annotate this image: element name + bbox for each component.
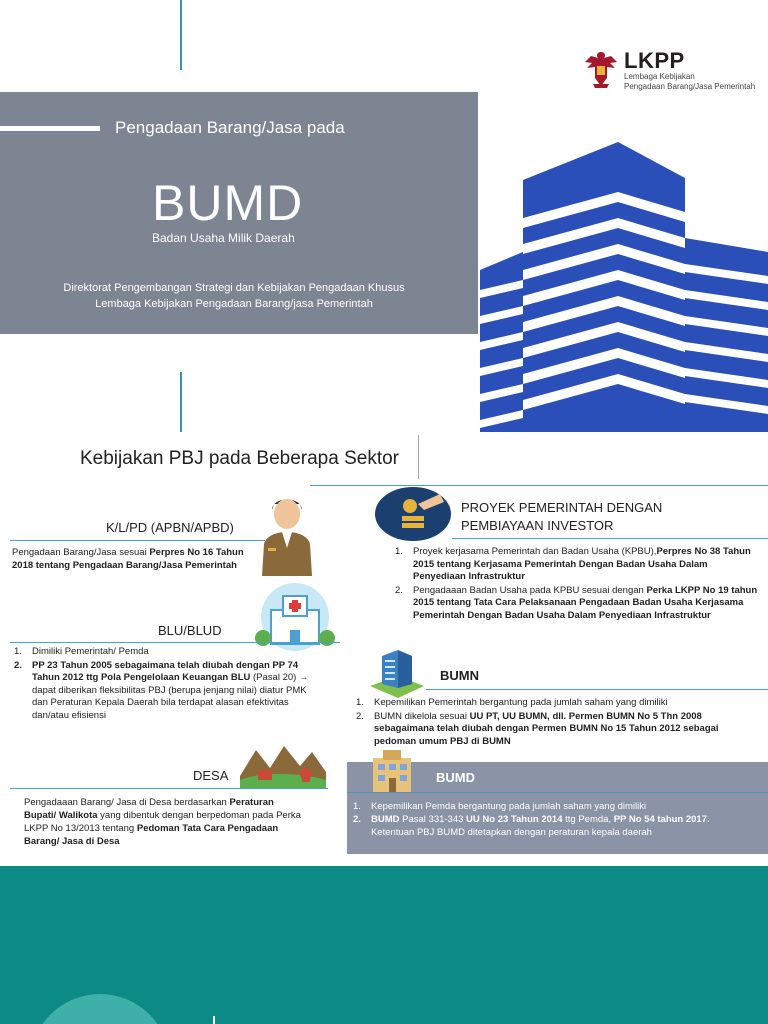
bumn-list xyxy=(356,697,761,749)
list-item xyxy=(353,800,763,813)
kpbu-heading: PROYEK PEMERINTAH DENGAN xyxy=(461,500,663,515)
list-text: BUMN dikelola sesuai xyxy=(374,710,470,722)
policy-title: Kebijakan PBJ pada Beberapa Sektor xyxy=(80,448,399,469)
office-building-icon xyxy=(369,750,415,792)
list-text-bold: PP No 54 tahun 2017. xyxy=(613,814,710,825)
section-rule xyxy=(347,792,768,793)
bumd-heading: BUMD xyxy=(436,770,475,785)
list-text-bold: PP 23 Tahun 2005 sebagaimana telah diubah dengan PP 74 Tahun 2012 ttg Pola Pengelolaan Keuangan BLU xyxy=(32,659,299,684)
list-number: 1. xyxy=(395,546,403,557)
logo-subtitle: Lembaga Kebijakan xyxy=(624,72,695,81)
list-item xyxy=(353,813,763,839)
divider-line xyxy=(180,0,182,70)
kpbu-list xyxy=(395,546,760,624)
list-number: 2. xyxy=(395,584,403,596)
blu-heading: BLU/BLUD xyxy=(158,623,222,638)
cover-slide xyxy=(0,0,768,432)
logo-subtitle: Pengadaan Barang/Jasa Pemerintah xyxy=(624,82,756,91)
list-text-bold: Perka LKPP No 19 tahun 2015 tentang Tata Cara Pelaksanaan Pengadaan Badan Usaha Kerjasama Pemerintah Dengan Badan Usaha Dalam Penyediaan Infrastruktur xyxy=(413,584,758,621)
section-rule xyxy=(10,540,265,541)
official-person-icon xyxy=(258,490,316,576)
section-rule xyxy=(10,788,328,789)
list-item xyxy=(14,660,314,723)
cover-subtitle: Pengadaan Barang/Jasa pada xyxy=(115,118,345,137)
list-text: (Pasal 20) → dapat diberikan fleksibilitas PBJ (berupa jenjang nilai) diatur PMK dan Peraturan Kepala Daerah bila terdapat alasan efektivitas dan/atau efisiensi xyxy=(32,672,309,721)
section-rule xyxy=(426,689,768,690)
kpbu-heading: PEMBIAYAAN INVESTOR xyxy=(461,518,614,533)
investment-coins-icon xyxy=(374,486,452,542)
klpd-text-bold: Perpres No 16 Tahun 2018 tentang Pengadaan Barang/Jasa Pemerintah xyxy=(12,547,244,571)
list-text-bold: UU PT, UU BUMN, dll. Permen BUMN No 5 Thn 2008 sebagaimana telah diubah dengan Permen BUMN No 15 Tahun 2012 sebagai pedoman umum PBJ di BUMN xyxy=(374,710,719,747)
list-item xyxy=(356,711,761,749)
list-number: 2. xyxy=(356,710,364,722)
building-illustration xyxy=(480,140,768,432)
cover-tagline: Badan Usaha Milik Daerah xyxy=(152,231,295,245)
list-item xyxy=(395,585,760,623)
list-text: Pasal 331-343 xyxy=(399,814,467,825)
list-item xyxy=(14,646,314,659)
list-text-bold: BUMD xyxy=(371,814,400,825)
klpd-text xyxy=(12,546,252,572)
policy-slide xyxy=(0,432,768,866)
list-number: 2. xyxy=(353,814,361,825)
divider-line xyxy=(418,435,419,479)
desa-text-bold: Pedoman Tata Cara Pengadaan Barang/ Jasa di Desa xyxy=(24,823,279,847)
office-building-icon xyxy=(368,648,426,700)
list-text: Kepemilikan Pemda bergantung pada jumlah saham yang dimiliki xyxy=(371,801,647,812)
title-panel xyxy=(0,92,478,334)
village-icon xyxy=(240,742,326,788)
list-item xyxy=(395,546,760,584)
list-number: 1. xyxy=(353,801,361,812)
section-rule xyxy=(10,642,340,643)
teal-slide xyxy=(0,866,768,1024)
cover-directorate: Direktorat Pengembangan Strategi dan Kebijakan Pengadaan Khusus xyxy=(63,282,405,294)
list-number: 2. xyxy=(14,659,22,671)
list-text: Ketentuan PBJ BUMD ditetapkan dengan peraturan kepala daerah xyxy=(371,827,652,838)
section-rule xyxy=(452,538,768,539)
list-item xyxy=(356,697,761,710)
list-text: ttg Pemda, xyxy=(562,814,614,825)
lkpp-logo xyxy=(583,48,756,94)
list-text: Dimiliki Pemerintah/ Pemda xyxy=(32,646,149,657)
klpd-heading: K/L/PD (APBN/APBD) xyxy=(106,520,234,535)
divider-line xyxy=(180,372,182,432)
desa-text xyxy=(24,796,308,848)
list-text-bold: Perpres No 38 Tahun 2015 tentang Kerjasama Pemerintah Dengan Badan Usaha Dalam Penyediaan Infrastruktur xyxy=(413,546,751,583)
list-number: 1. xyxy=(14,646,22,657)
desa-text-part: Pengadaaan Barang/ Jasa di Desa berdasarkan xyxy=(24,797,230,808)
list-text: Kepemilikan Pemerintah bergantung pada jumlah saham yang dimiliki xyxy=(374,697,668,708)
list-text: Pengadaaan Badan Usaha pada KPBU sesuai dengan xyxy=(413,584,647,596)
klpd-text-part: Pengadaan Barang/Jasa sesuai xyxy=(12,547,150,558)
logo-title: LKPP xyxy=(624,48,685,73)
desa-heading: DESA xyxy=(193,768,229,783)
decorative-circle xyxy=(30,994,170,1024)
desa-text-bold: Peraturan Bupati/ Walikota xyxy=(24,797,274,821)
bumd-list xyxy=(353,800,763,839)
divider-line xyxy=(213,1016,215,1024)
list-number: 1. xyxy=(356,697,364,708)
bumn-heading: BUMN xyxy=(440,668,479,683)
bumd-section xyxy=(347,762,768,854)
garuda-icon xyxy=(583,48,619,90)
cover-institution: Lembaga Kebijakan Pengadaan Barang/jasa Pemerintah xyxy=(95,298,373,310)
blu-list xyxy=(14,646,314,724)
accent-bar xyxy=(0,126,100,131)
list-text-bold: UU No 23 Tahun 2014 xyxy=(466,814,563,825)
list-text: Proyek kerjasama Pemerintah dan Badan Usaha (KPBU), xyxy=(413,546,657,557)
desa-text-part: yang dibentuk dengan berpedoman pada Perka LKPP No 13/2013 tentang xyxy=(24,810,301,834)
cover-title: BUMD xyxy=(152,175,304,231)
